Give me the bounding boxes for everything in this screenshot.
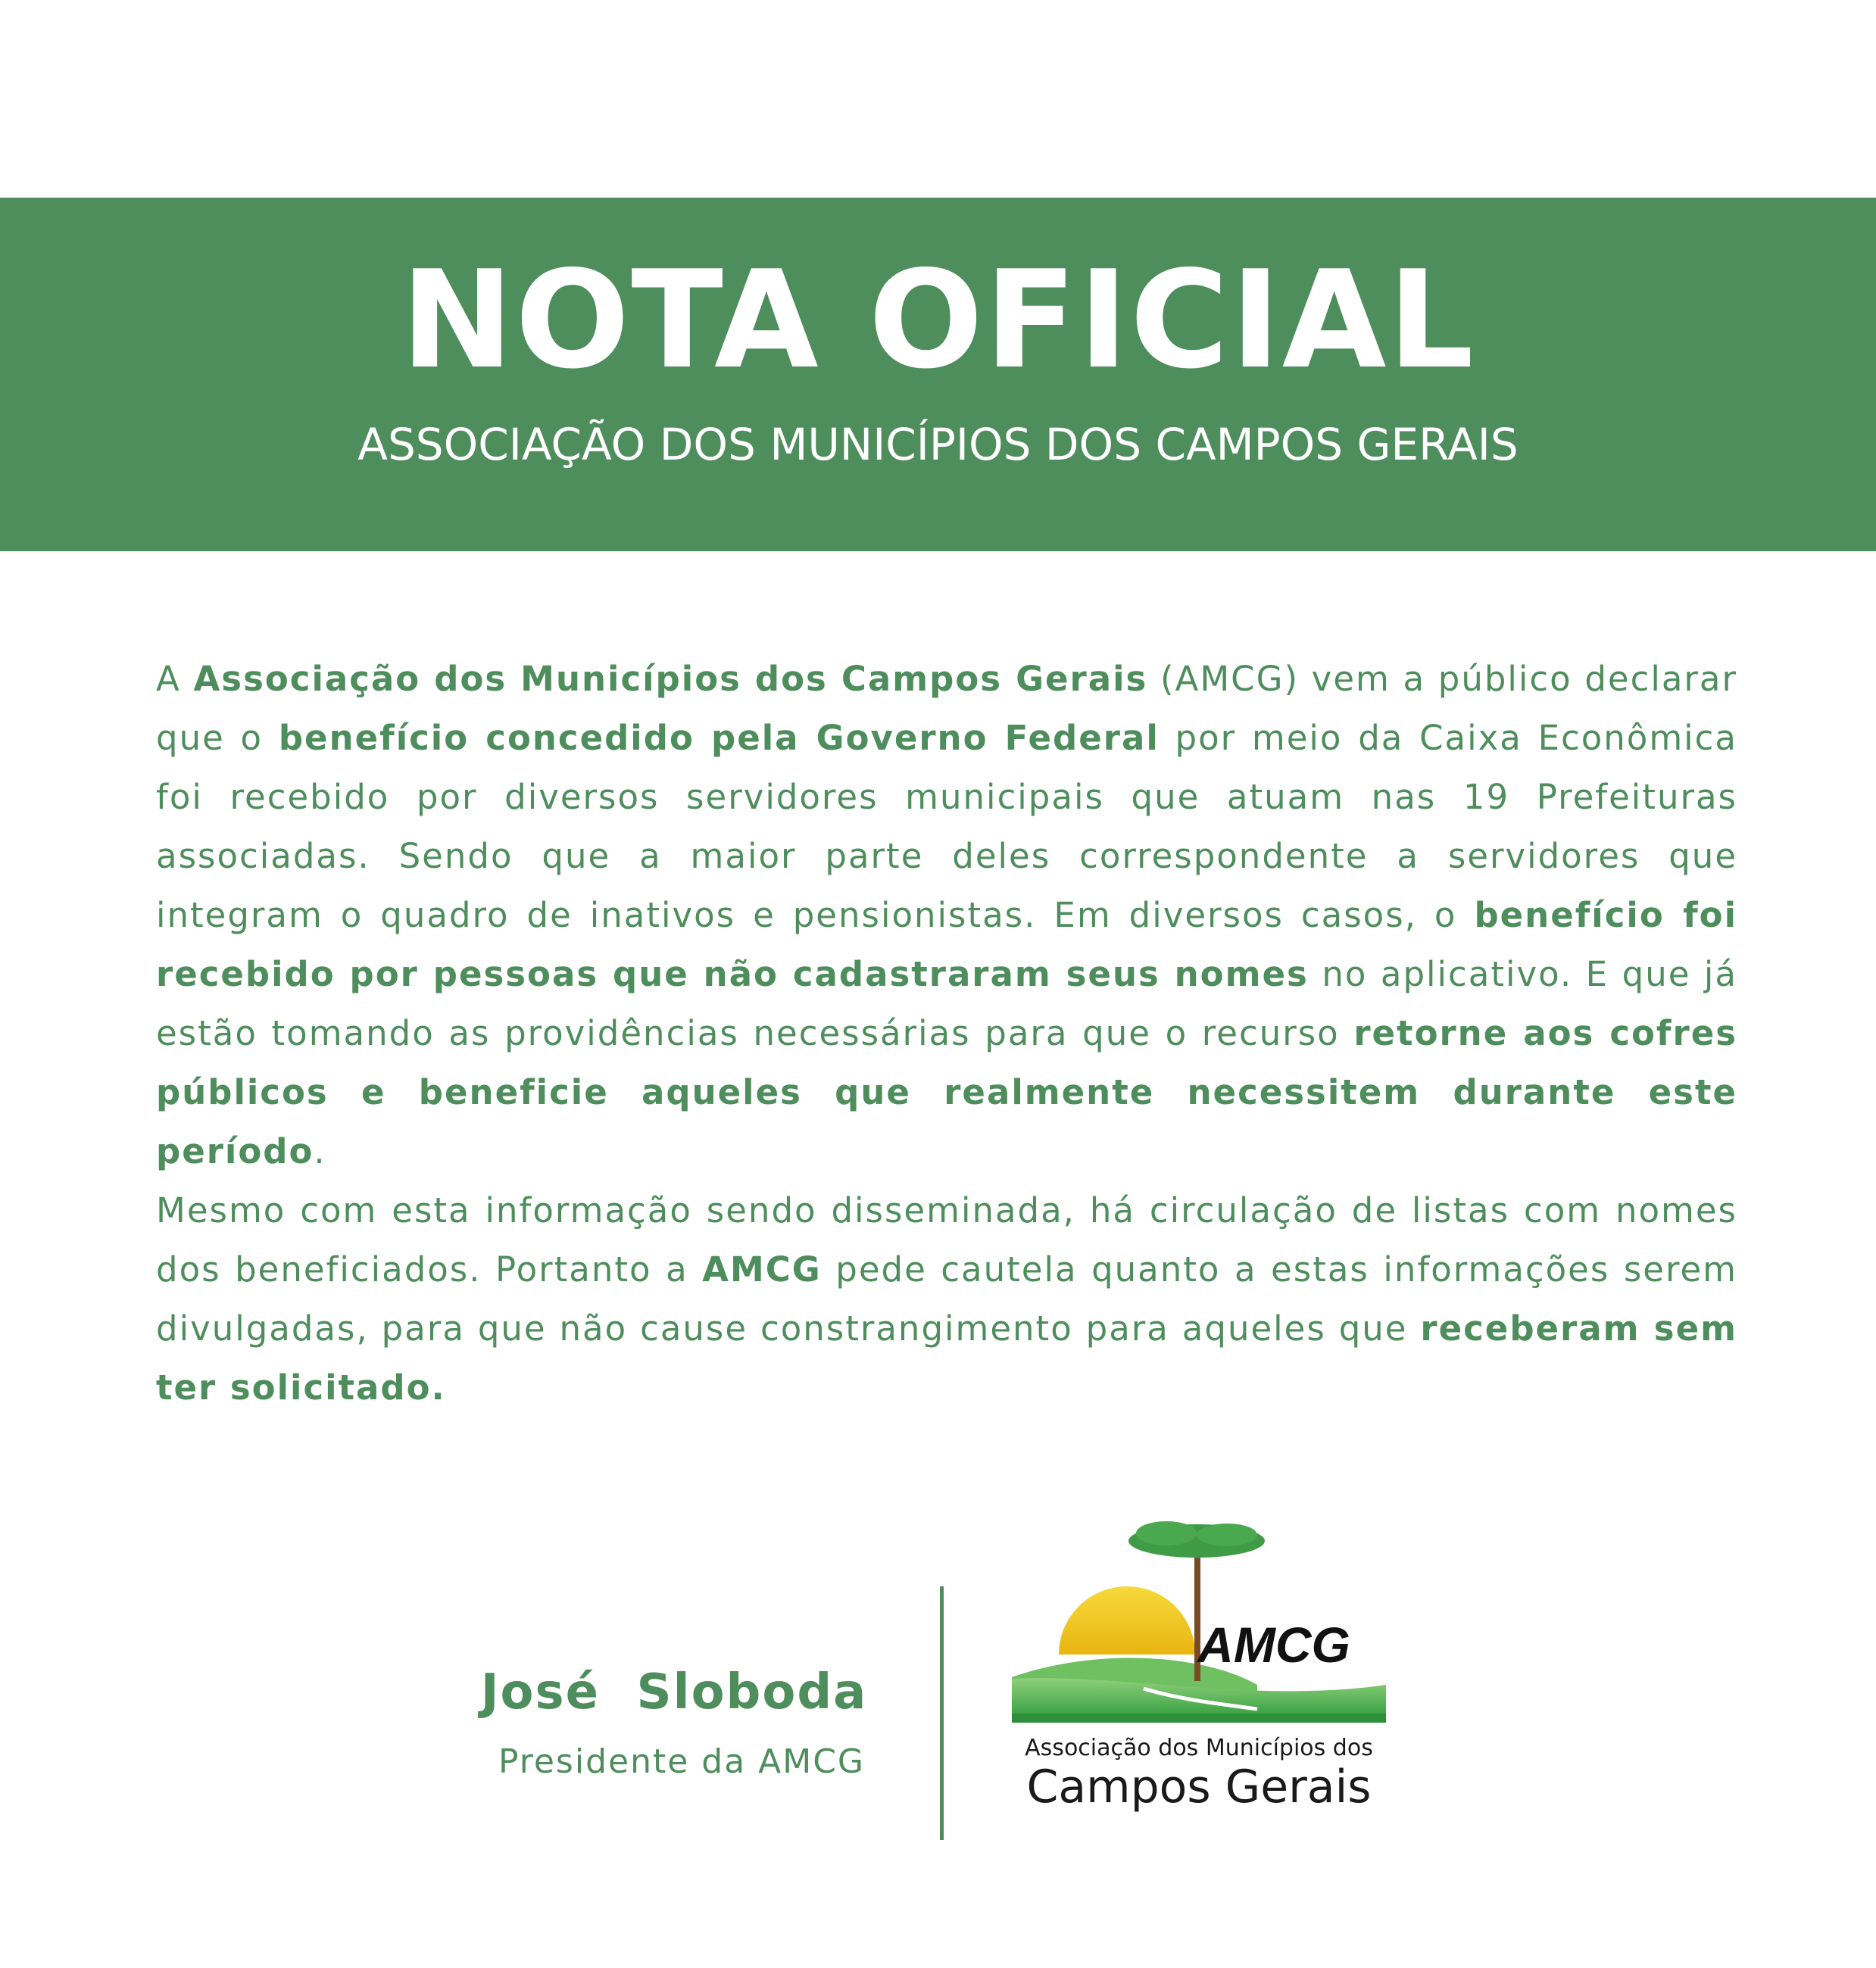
signer-role: Presidente da AMCG <box>498 1742 866 1781</box>
bold-run: benefício concedido pela Governo Federal <box>278 718 1160 758</box>
amcg-logo <box>1007 1511 1394 1829</box>
page-title: NOTA OFICIAL <box>401 242 1475 398</box>
signer-name: José Sloboda <box>480 1664 868 1720</box>
text-run: Mesmo com esta informação sendo disseminada, há circulação de listas com nomes dos beneficiados. Portanto a <box>156 1190 1737 1290</box>
bold-run: Associação dos Municípios dos Campos Gerais <box>193 659 1148 699</box>
text-run: por meio da Caixa Econômica foi recebido por diversos servidores municipais que atuam nas 19 Prefeituras associadas. Sendo que a maior parte deles correspondente a servidores que integram o quadro de inativos e pensionistas. Em diversos casos, o <box>156 718 1737 935</box>
bold-run: benefício foi recebido por pessoas que não cadastraram seus nomes <box>156 895 1737 994</box>
signature-divider <box>940 1586 944 1840</box>
text-run: no aplicativo. E que já estão tomando as providências necessárias para que o recurso <box>156 954 1737 1053</box>
logo-line-1: Associação dos Municípios dos <box>1025 1735 1373 1761</box>
text-run: pede cautela quanto a estas informações serem divulgadas, para que não cause constrangimento para aqueles que <box>156 1249 1737 1349</box>
statement-paragraph-2 <box>156 1181 1737 1418</box>
bold-run: receberam sem ter solicitado. <box>156 1308 1737 1408</box>
text-run: A <box>156 659 194 699</box>
bold-run: AMCG <box>702 1249 822 1290</box>
bold-run: retorne aos cofres públicos e beneficie aqueles que realmente necessitem durante este período <box>156 1013 1737 1171</box>
text-run: . <box>314 1131 326 1171</box>
logo-acronym: AMCG <box>1197 1617 1350 1673</box>
statement-body <box>156 650 1737 1418</box>
page-subtitle: ASSOCIAÇÃO DOS MUNICÍPIOS DOS CAMPOS GERAIS <box>357 419 1519 470</box>
logo-line-2: Campos Gerais <box>1026 1761 1372 1814</box>
statement-paragraph-1 <box>156 650 1737 1181</box>
text-run: (AMCG) vem a público declarar que o <box>156 659 1737 758</box>
sun-icon <box>1059 1586 1195 1655</box>
